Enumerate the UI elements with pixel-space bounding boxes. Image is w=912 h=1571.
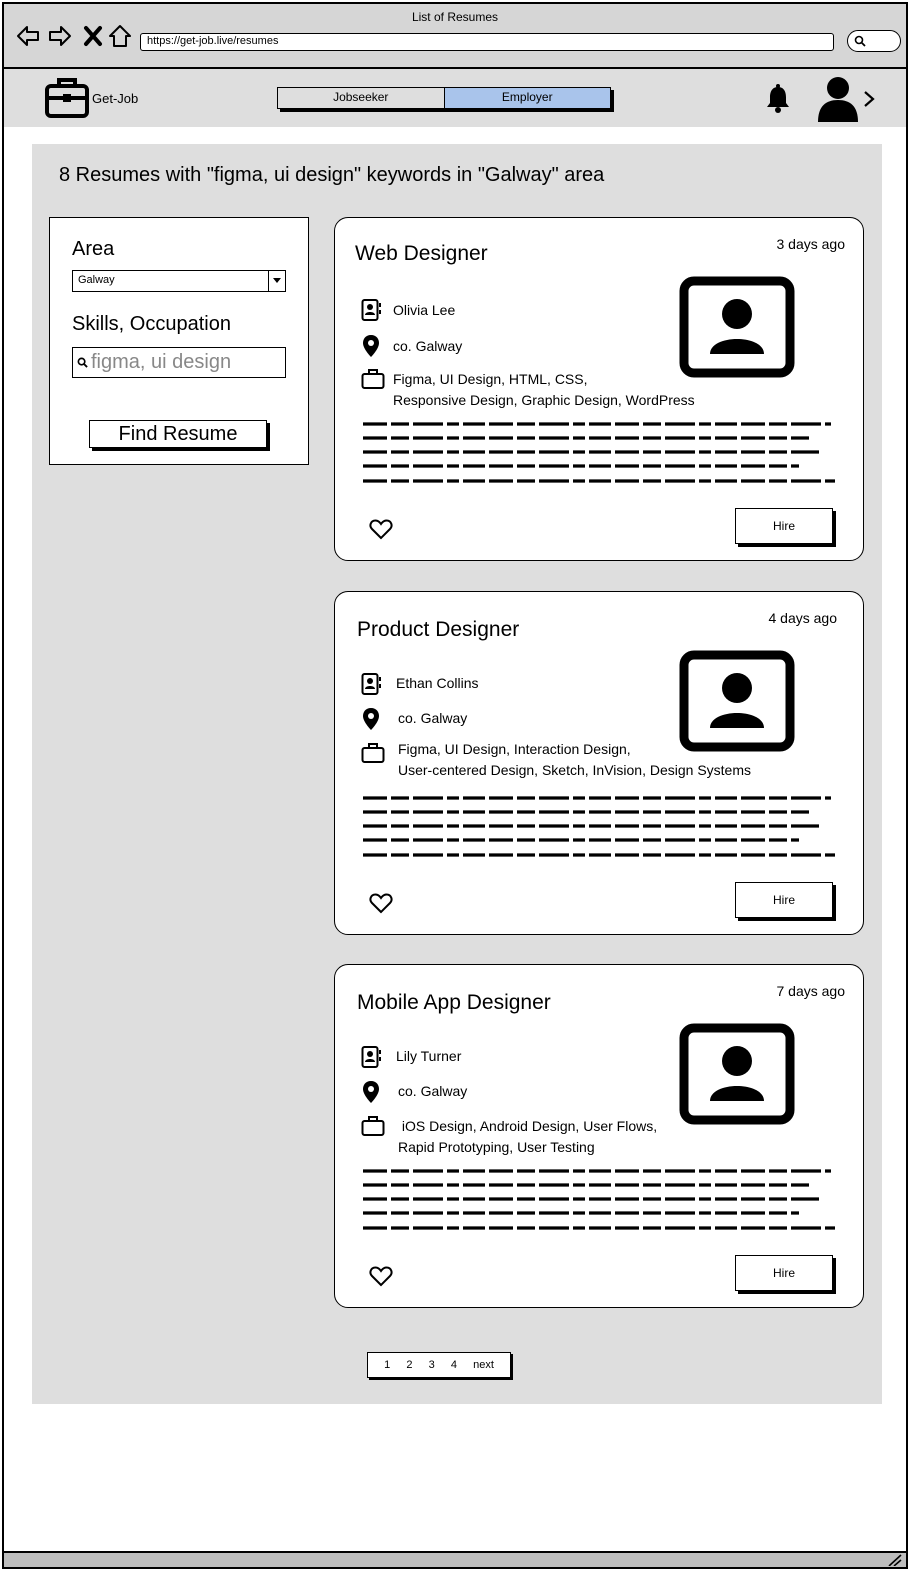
- contact-card-icon: [361, 1045, 383, 1069]
- candidate-name: Ethan Collins: [396, 675, 479, 691]
- resume-title[interactable]: Product Designer: [357, 618, 520, 641]
- resume-card: [334, 217, 864, 561]
- close-icon[interactable]: [82, 24, 104, 48]
- role-toggle: [277, 87, 611, 109]
- status-bar: [4, 1551, 906, 1567]
- area-select[interactable]: [72, 270, 286, 292]
- resume-card: [334, 964, 864, 1308]
- posted-time: 4 days ago: [768, 610, 837, 626]
- forward-icon[interactable]: [48, 24, 72, 48]
- hire-button[interactable]: Hire: [735, 508, 833, 544]
- candidate-location: co. Galway: [398, 1083, 468, 1099]
- skills-line: Rapid Prototyping, User Testing: [398, 1139, 595, 1155]
- skills-input[interactable]: [91, 350, 281, 374]
- heart-icon[interactable]: [369, 1265, 393, 1287]
- resize-grip-icon[interactable]: [888, 1554, 902, 1566]
- hire-button[interactable]: Hire: [735, 1255, 833, 1291]
- back-icon[interactable]: [16, 24, 40, 48]
- resume-title[interactable]: Mobile App Designer: [357, 991, 551, 1014]
- resume-card: [334, 591, 864, 935]
- url-bar[interactable]: https://get-job.live/resumes: [140, 33, 834, 51]
- area-select-value: Galway: [78, 274, 115, 286]
- user-avatar-icon[interactable]: [816, 76, 860, 122]
- brand-name[interactable]: Get-Job: [92, 91, 139, 106]
- tab-employer[interactable]: Employer: [444, 88, 611, 108]
- summary-text-scribble: [361, 1165, 837, 1235]
- candidate-location: co. Galway: [398, 710, 468, 726]
- skills-label: Skills, Occupation: [72, 313, 231, 335]
- skills-line: Figma, UI Design, Interaction Design,: [398, 741, 631, 757]
- browser-search[interactable]: [847, 30, 901, 52]
- page-next-link[interactable]: next: [473, 1359, 494, 1371]
- browser-chrome: [4, 4, 906, 69]
- skills-line: Figma, UI Design, HTML, CSS,: [393, 371, 588, 387]
- window-title: List of Resumes: [411, 10, 499, 24]
- browser-window: [2, 2, 908, 1569]
- tab-jobseeker[interactable]: Jobseeker: [333, 90, 389, 104]
- home-icon[interactable]: [108, 24, 132, 48]
- location-pin-icon: [361, 1080, 381, 1104]
- chevron-right-icon[interactable]: [862, 90, 876, 108]
- location-pin-icon: [361, 334, 381, 358]
- page-link-4[interactable]: 4: [450, 1359, 457, 1371]
- contact-card-icon: [361, 672, 383, 696]
- page-title: 8 Resumes with "figma, ui design" keywords in "Galway" area: [59, 164, 605, 186]
- heart-icon[interactable]: [369, 892, 393, 914]
- find-resume-button[interactable]: Find Resume: [89, 420, 267, 448]
- briefcase-icon: [361, 742, 385, 764]
- contact-card-icon: [361, 298, 383, 322]
- bell-icon[interactable]: [764, 84, 792, 114]
- posted-time: 3 days ago: [776, 236, 845, 252]
- candidate-name: Lily Turner: [396, 1048, 462, 1064]
- skills-line: iOS Design, Android Design, User Flows,: [398, 1118, 658, 1134]
- skills-line: User-centered Design, Sketch, InVision, Design Systems: [398, 762, 752, 778]
- search-icon: [77, 357, 88, 368]
- page-link-1[interactable]: 1: [384, 1359, 391, 1371]
- page-link-2[interactable]: 2: [406, 1359, 413, 1371]
- profile-photo-placeholder-icon: [679, 650, 795, 752]
- heart-icon[interactable]: [369, 518, 393, 540]
- briefcase-logo-icon[interactable]: [44, 76, 90, 118]
- skills-line: Responsive Design, Graphic Design, WordPress: [393, 392, 695, 408]
- page-link-3[interactable]: 3: [428, 1359, 435, 1371]
- candidate-location: co. Galway: [393, 338, 463, 354]
- area-label: Area: [72, 238, 115, 260]
- profile-photo-placeholder-icon: [679, 1023, 795, 1125]
- chevron-down-icon[interactable]: [268, 271, 285, 291]
- briefcase-icon: [361, 368, 385, 390]
- resume-title[interactable]: Web Designer: [355, 242, 488, 265]
- briefcase-icon: [361, 1115, 385, 1137]
- location-pin-icon: [361, 707, 381, 731]
- candidate-name: Olivia Lee: [393, 302, 456, 318]
- search-icon: [854, 35, 866, 47]
- skills-search[interactable]: [72, 347, 286, 378]
- profile-photo-placeholder-icon: [679, 276, 795, 378]
- pagination: [367, 1352, 511, 1378]
- hire-button[interactable]: Hire: [735, 882, 833, 918]
- summary-text-scribble: [361, 418, 837, 488]
- posted-time: 7 days ago: [776, 983, 845, 999]
- summary-text-scribble: [361, 792, 837, 862]
